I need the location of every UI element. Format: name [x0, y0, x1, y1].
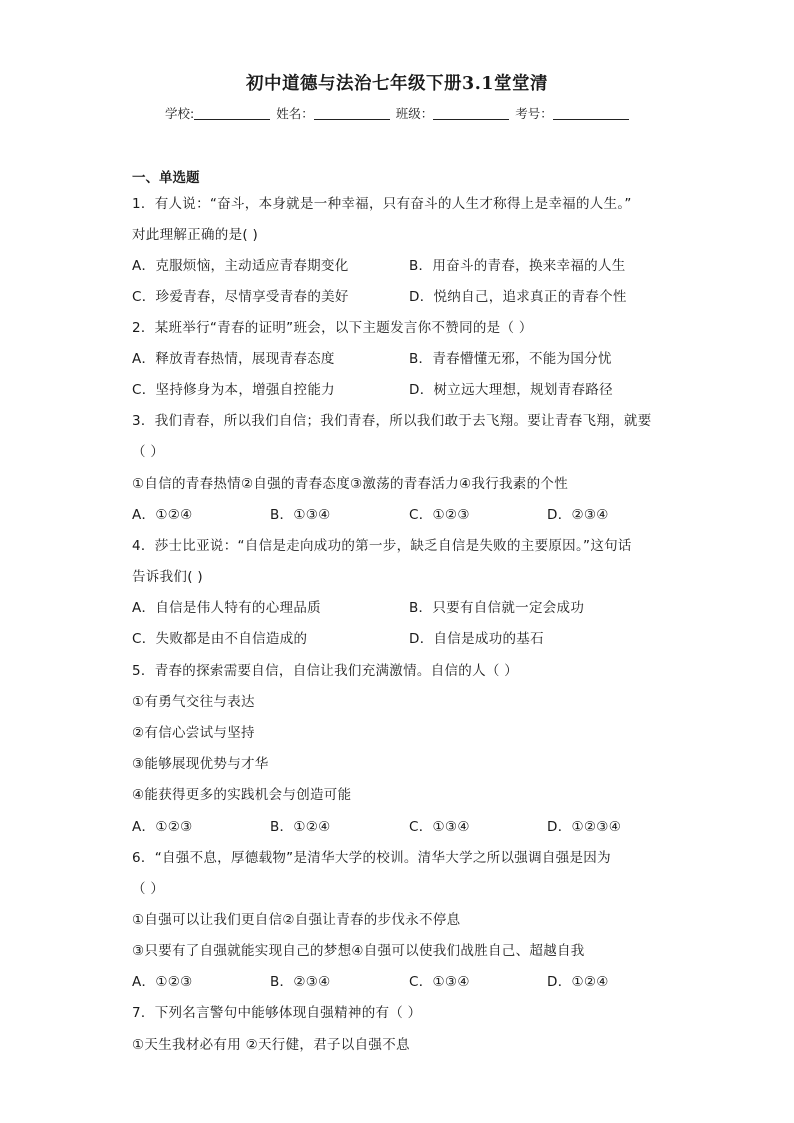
- question-1-option-b: B．用奋斗的青春，换来幸福的人生: [409, 258, 626, 274]
- question-6-option-b: B．②③④: [270, 974, 331, 990]
- question-2-line-1: 2．某班举行“青春的证明”班会，以下主题发言你不赞同的是（ ）: [132, 320, 533, 336]
- question-6-statements-1: ①自强可以让我们更自信②自强让青春的步伐永不停息: [132, 912, 461, 928]
- question-6-option-c: C．①③④: [409, 974, 470, 990]
- question-3-option-d: D．②③④: [547, 507, 609, 523]
- school-label: 学校:: [165, 106, 195, 121]
- question-4-line-2: 告诉我们( ): [132, 569, 203, 585]
- question-5-statement-3: ③能够展现优势与才华: [132, 756, 269, 772]
- question-6-line-2: （ ）: [132, 881, 165, 897]
- question-3-option-b: B．①③④: [270, 507, 331, 523]
- question-5-option-a: A．①②③: [132, 819, 193, 835]
- question-5-option-d: D．①②③④: [547, 819, 622, 835]
- question-6-line-1: 6．“自强不息，厚德载物”是清华大学的校训。清华大学之所以强调自强是因为: [132, 850, 611, 866]
- question-2-option-b: B．青春懵懂无邪，不能为国分忧: [409, 351, 612, 367]
- question-2-option-d: D．树立远大理想，规划青春路径: [409, 382, 613, 398]
- class-label: 班级：: [395, 106, 434, 121]
- question-6-option-a: A．①②③: [132, 974, 193, 990]
- question-4-option-b: B．只要有自信就一定会成功: [409, 600, 585, 616]
- question-3-option-c: C．①②③: [409, 507, 470, 523]
- question-1-line-1: 1．有人说：“奋斗，本身就是一种幸福，只有奋斗的人生才称得上是幸福的人生。”: [132, 196, 632, 212]
- name-blank[interactable]: [314, 106, 390, 120]
- question-5-statement-1: ①有勇气交往与表达: [132, 694, 255, 710]
- class-blank[interactable]: [433, 106, 509, 120]
- question-5-line-1: 5．青春的探索需要自信，自信让我们充满激情。自信的人（ ）: [132, 663, 519, 679]
- question-5-statement-2: ②有信心尝试与坚持: [132, 725, 255, 741]
- exam-number-label: 考号：: [515, 106, 553, 121]
- student-info-row: [165, 104, 631, 122]
- question-2-option-a: A．释放青春热情，展现青春态度: [132, 351, 335, 367]
- question-3-line-1: 3．我们青春，所以我们自信；我们青春，所以我们敢于去飞翔。要让青春飞翔，就要: [132, 413, 652, 429]
- document-title: 初中道德与法治七年级下册3.1堂堂清: [246, 74, 548, 94]
- question-5-option-c: C．①③④: [409, 819, 470, 835]
- question-5-statement-4: ④能获得更多的实践机会与创造可能: [132, 787, 352, 803]
- question-7-line-1: 7．下列名言警句中能够体现自强精神的有（ ）: [132, 1005, 422, 1021]
- question-1-line-2: 对此理解正确的是( ): [132, 227, 259, 243]
- question-4-option-a: A．自信是伟人特有的心理品质: [132, 600, 321, 616]
- section-heading: 一、单选题: [132, 170, 200, 186]
- question-7-statements: ①天生我材必有用 ②天行健，君子以自强不息: [132, 1037, 410, 1053]
- question-6-statements-2: ③只要有了自强就能实现自己的梦想④自强可以使我们战胜自己、超越自我: [132, 943, 585, 959]
- question-3-option-a: A．①②④: [132, 507, 193, 523]
- question-5-option-b: B．①②④: [270, 819, 331, 835]
- question-4-option-c: C．失败都是由不自信造成的: [132, 631, 308, 647]
- question-6-option-d: D．①②④: [547, 974, 609, 990]
- question-3-line-2: （ ）: [132, 444, 165, 460]
- name-label: 姓名：: [276, 106, 314, 121]
- question-1-option-d: D．悦纳自己，追求真正的青春个性: [409, 289, 627, 305]
- question-2-option-c: C．坚持修身为本，增强自控能力: [132, 382, 335, 398]
- question-4-option-d: D．自信是成功的基石: [409, 631, 544, 647]
- question-1-option-a: A．克服烦恼，主动适应青春期变化: [132, 258, 349, 274]
- exam-number-blank[interactable]: [553, 106, 629, 120]
- question-3-statements: ①自信的青春热情②自强的青春态度③激荡的青春活力④我行我素的个性: [132, 476, 569, 492]
- school-blank[interactable]: [194, 106, 270, 120]
- question-1-option-c: C．珍爱青春，尽情享受青春的美好: [132, 289, 349, 305]
- question-4-line-1: 4．莎士比亚说：“自信是走向成功的第一步，缺乏自信是失败的主要原因。”这句话: [132, 538, 632, 554]
